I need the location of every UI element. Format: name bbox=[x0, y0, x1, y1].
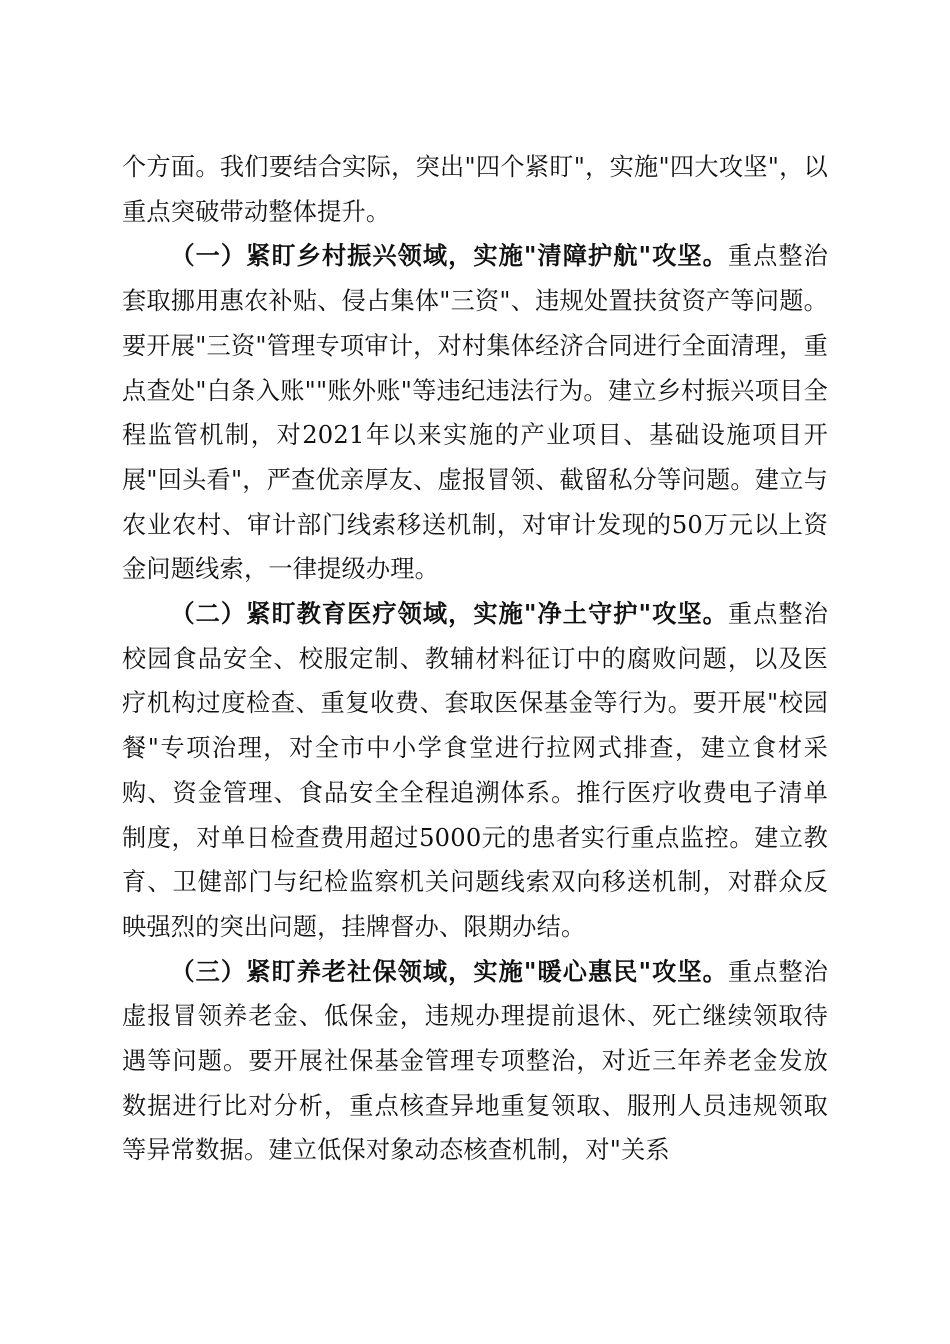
document-body bbox=[122, 145, 828, 1173]
section-heading-pension: （三）紧盯养老社保领域，实施"暖心惠民"攻坚。 bbox=[170, 956, 728, 986]
paragraph-rural-revitalization bbox=[122, 234, 828, 592]
section-heading-education: （二）紧盯教育医疗领域，实施"净土守护"攻坚。 bbox=[170, 599, 728, 629]
paragraph-education-text: 重点整治校园食品安全、校服定制、教辅材料征订中的腐败问题，以及医疗机构过度检查、重复收费、套取医保基金等行为。要开展"校园餐"专项治理，对全市中小学食堂进行拉网式排查，建立食材采购、资金管理、食品安全全程追溯体系。推行医疗收费电子清单制度，对单日检查费用超过5000元的患者实行重点监控。建立教育、卫健部门与纪检监察机关问题线索双向移送机制，对群众反映强烈的突出问题，挂牌督办、限期办结。 bbox=[122, 600, 828, 941]
paragraph-education-medical bbox=[122, 592, 828, 950]
paragraph-intro-text: 个方面。我们要结合实际，突出"四个紧盯"，实施"四大攻坚"，以重点突破带动整体提升。 bbox=[122, 153, 828, 226]
paragraph-pension-text: 重点整治虚报冒领养老金、低保金，违规办理提前退休、死亡继续领取待遇等问题。要开展社保基金管理专项整治，对近三年养老金发放数据进行比对分析，重点核查异地重复领取、服刑人员违规领取等异常数据。建立低保对象动态核查机制，对"关系 bbox=[122, 957, 828, 1165]
paragraph-pension-social-security bbox=[122, 950, 828, 1174]
paragraph-rural-text: 重点整治套取挪用惠农补贴、侵占集体"三资"、违规处置扶贫资产等问题。要开展"三资"管理专项审计，对村集体经济合同进行全面清理，重点查处"白条入账""账外账"等违纪违法行为。建立乡村振兴项目全程监管机制，对2021年以来实施的产业项目、基础设施项目开展"回头看"，严查优亲厚友、虚报冒领、截留私分等问题。建立与农业农村、审计部门线索移送机制，对审计发现的50万元以上资金问题线索，一律提级办理。 bbox=[122, 242, 828, 584]
section-heading-rural: （一）紧盯乡村振兴领域，实施"清障护航"攻坚。 bbox=[170, 241, 728, 271]
paragraph-intro bbox=[122, 145, 828, 234]
